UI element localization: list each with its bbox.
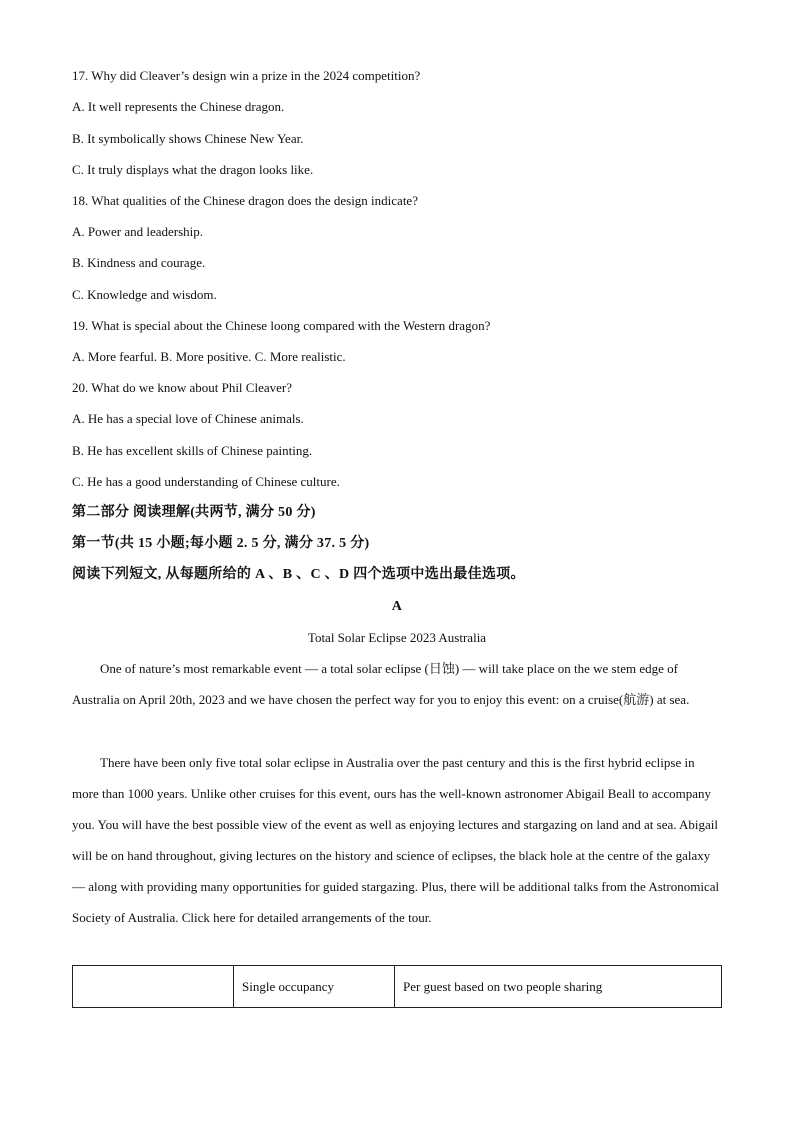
question-18-stem: 18. What qualities of the Chinese dragon does the design indicate? [72, 193, 418, 208]
question-18-option-c: C. Knowledge and wisdom. [72, 287, 217, 302]
section-one-title: 第一节(共 15 小题;每小题 2. 5 分, 满分 37. 5 分) [72, 536, 370, 551]
passage-paragraph-2: There have been only five total solar eclipse in Australia over the past century and this is the first hybrid eclipse in more than 1000 years. Unlike other cruises for this event, ours has the well-known astronomer Abigail Beall to accompany you. You will have the best possible view of the event as well as enjoying lectures and stargazing on land and at sea. Abigail will be on hand throughout, giving lectures on the history and science of eclipses, the black hole at the centre of the galaxy — along with providing many opportunities for guided stargazing. Plus, there will be additional talks from the Astronomical Society of Australia. Click here for detailed arrangements of the tour. [72, 755, 720, 925]
question-19-stem: 19. What is special about the Chinese loong compared with the Western dragon? [72, 318, 491, 333]
price-table [72, 965, 722, 1008]
question-19-options: A. More fearful. B. More positive. C. More realistic. [72, 349, 346, 364]
question-17-option-a: A. It well represents the Chinese dragon. [72, 99, 285, 114]
passage-paragraph-1: One of nature’s most remarkable event — a total solar eclipse (日蚀) — will take place on the we stem edge of Australia on April 20th, 2023 and we have chosen the perfect way for you to enjoy this event: on a cruise(航游) at sea. [72, 661, 690, 707]
table-row [73, 966, 722, 1008]
question-20-option-c: C. He has a good understanding of Chinese culture. [72, 474, 340, 489]
question-18-option-b: B. Kindness and courage. [72, 255, 206, 270]
question-17-option-c: C. It truly displays what the dragon looks like. [72, 162, 314, 177]
table-cell-two-sharing: Per guest based on two people sharing [395, 966, 722, 1008]
part-two-title: 第二部分 阅读理解(共两节, 满分 50 分) [72, 505, 316, 520]
question-17-option-b: B. It symbolically shows Chinese New Year. [72, 131, 304, 146]
reading-instruction: 阅读下列短文, 从每题所给的 A 、B 、C 、D 四个选项中选出最佳选项。 [72, 567, 525, 582]
question-20-stem: 20. What do we know about Phil Cleaver? [72, 380, 292, 395]
table-cell-single-occupancy: Single occupancy [234, 966, 395, 1008]
passage-title: Total Solar Eclipse 2023 Australia [307, 630, 487, 645]
passage-letter: A [391, 599, 403, 614]
question-18-option-a: A. Power and leadership. [72, 224, 204, 239]
table-cell-empty [73, 966, 234, 1008]
question-20-option-b: B. He has excellent skills of Chinese painting. [72, 443, 313, 458]
question-17-stem: 17. Why did Cleaver’s design win a prize in the 2024 competition? [72, 68, 421, 83]
question-20-option-a: A. He has a special love of Chinese animals. [72, 411, 304, 426]
